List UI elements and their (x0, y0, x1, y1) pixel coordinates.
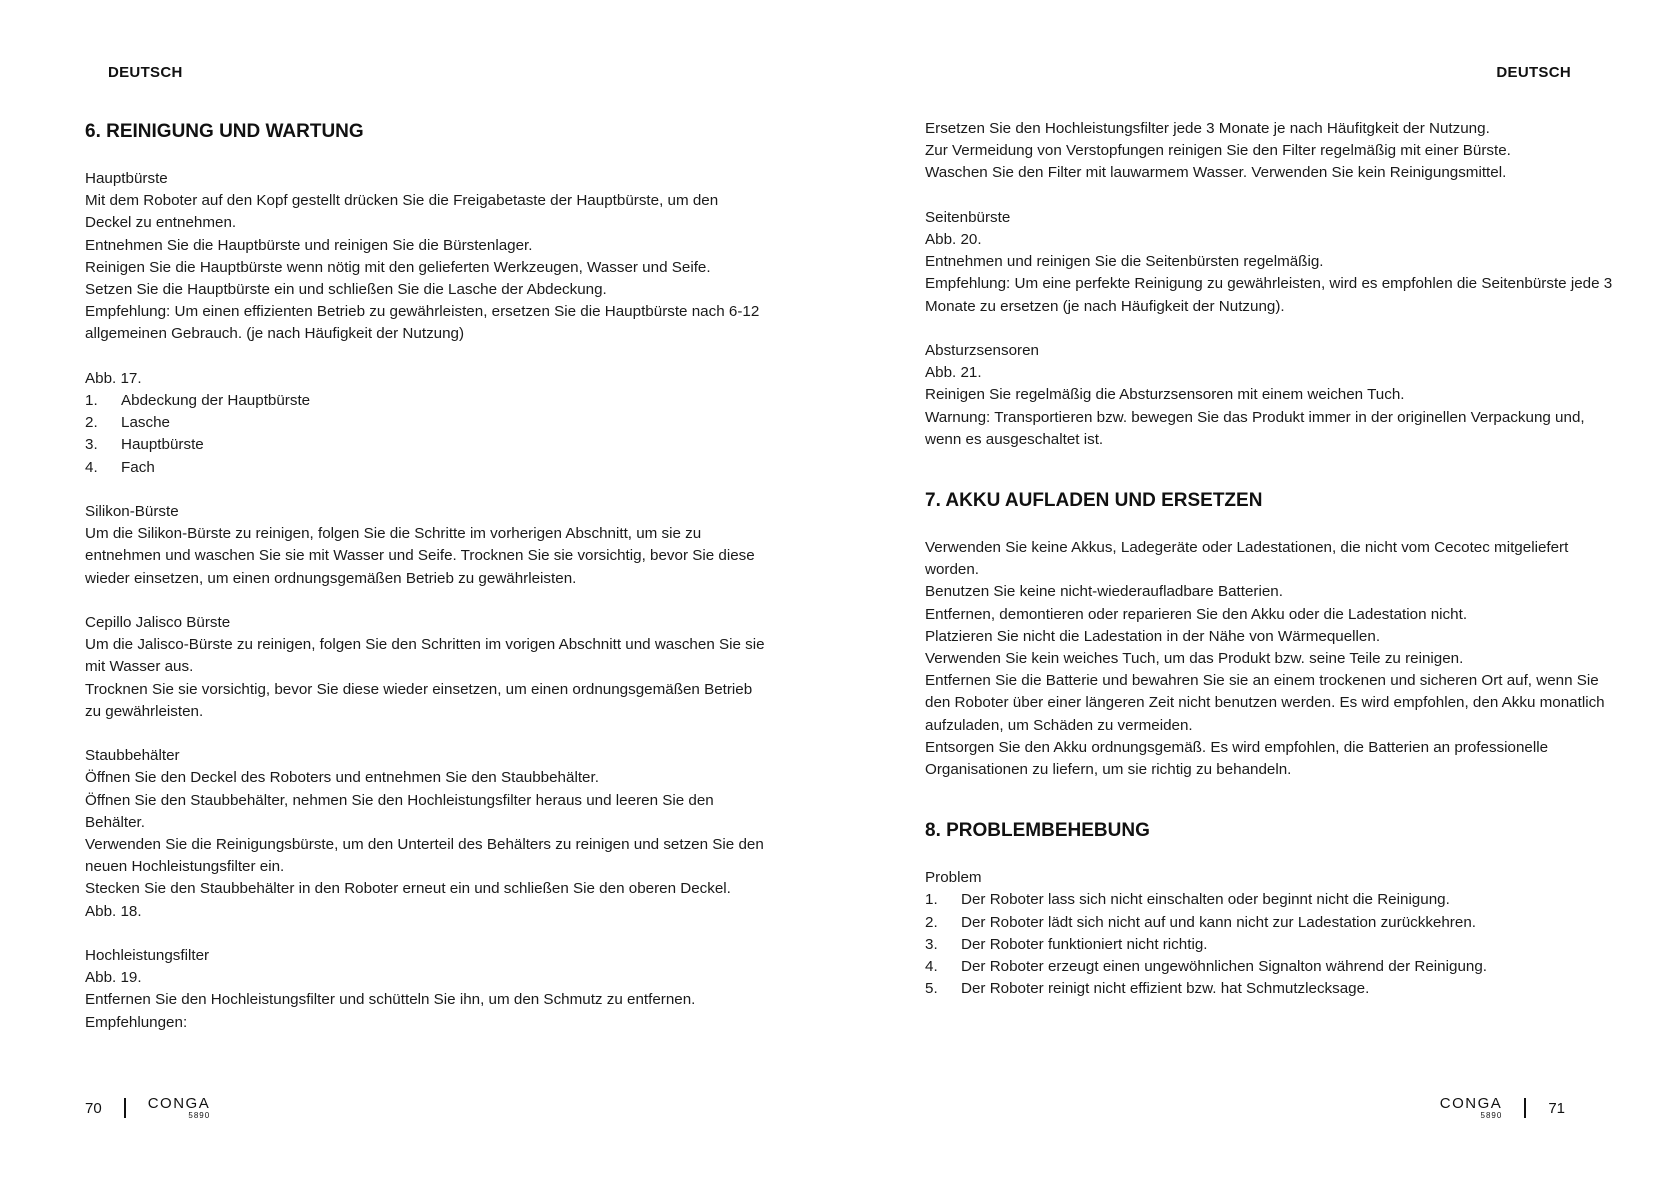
paragraph: Verwenden Sie die Reinigungsbürste, um den Unterteil des Behälters zu reinigen und setzen Sie den neuen Hochleistungsfilter ein. (85, 836, 764, 876)
paragraph: Entfernen Sie den Hochleistungsfilter und schütteln Sie ihn, um den Schmutz zu entfernen. (85, 991, 696, 1009)
paragraph: Entfernen Sie die Batterie und bewahren Sie sie an einem trockenen und sicheren Ort auf, wenn Sie den Roboter über einer längeren Zeit nicht benutzen werden. Es wird empfohlen, den Akku monatlich aufzuladen, um Schäden zu vermeiden. (925, 672, 1605, 734)
figure-label: Abb. 17. (85, 369, 142, 387)
left-page (0, 0, 833, 1191)
language-header: DEUTSCH (108, 64, 183, 81)
paragraph: Empfehlung: Um eine perfekte Reinigung zu gewährleisten, wird es empfohlen die Seitenbürste jede 3 Monate zu ersetzen (je nach Häufigkeit der Nutzung). (925, 275, 1613, 315)
figure-label: Abb. 20. (925, 231, 982, 248)
list-item: 2. Der Roboter lädt sich nicht auf und kann nicht zur Ladestation zurückkehren. (925, 913, 1476, 931)
list-item: 1. Der Roboter lass sich nicht einschalten oder beginnt nicht die Reinigung. (925, 891, 1450, 909)
paragraph: Ersetzen Sie den Hochleistungsfilter jede 3 Monate je nach Häufitgkeit der Nutzung. (925, 120, 1490, 137)
paragraph: Warnung: Transportieren bzw. bewegen Sie das Produkt immer in der originellen Verpackung und, wenn es ausgeschaltet ist. (925, 408, 1585, 448)
figure-label: Abb. 21. (925, 364, 982, 382)
left-column (85, 118, 765, 1034)
paragraph: Empfehlungen: (85, 1013, 188, 1031)
paragraph: Entnehmen und reinigen Sie die Seitenbürsten regelmäßig. (925, 253, 1324, 271)
section-title: 6. REINIGUNG UND WARTUNG (85, 121, 364, 142)
paragraph: Verwenden Sie keine Akkus, Ladegeräte oder Ladestationen, die nicht vom Cecotec mitgeliefert worden. (925, 539, 1569, 579)
page-footer (1440, 1096, 1565, 1120)
footer-divider (124, 1098, 126, 1118)
page-number: 71 (1548, 1099, 1565, 1117)
right-column (925, 118, 1625, 1000)
paragraph: Öffnen Sie den Staubbehälter, nehmen Sie den Hochleistungsfilter heraus und leeren Sie den Behälter. (85, 791, 714, 831)
paragraph: Trocknen Sie sie vorsichtig, bevor Sie diese wieder einsetzen, um einen ordnungsgemäßen Betrieb zu gewährleisten. (85, 680, 753, 720)
paragraph: Stecken Sie den Staubbehälter in den Roboter erneut ein und schließen Sie den oberen Deckel. (85, 880, 731, 898)
list-item: 3. Der Roboter funktioniert nicht richtig. (925, 935, 1208, 953)
page-footer (85, 1096, 210, 1120)
paragraph: Waschen Sie den Filter mit lauwarmem Wasser. Verwenden Sie kein Reinigungsmittel. (925, 164, 1507, 182)
silicone-brush-heading: Silikon-Bürste (85, 503, 179, 521)
paragraph: Entfernen, demontieren oder reparieren Sie den Akku oder die Ladestation nicht. (925, 605, 1468, 623)
main-brush-heading: Hauptbürste (85, 170, 168, 187)
footer-divider (1524, 1098, 1526, 1118)
cliff-sensors-heading: Absturzsensoren (925, 342, 1039, 359)
paragraph: Setzen Sie die Hauptbürste ein und schließen Sie die Lasche der Abdeckung. (85, 281, 607, 299)
list-item: 5. Der Roboter reinigt nicht effizient bzw. hat Schmutzlecksage. (925, 980, 1370, 998)
paragraph: Benutzen Sie keine nicht-wiederaufladbare Batterien. (925, 583, 1283, 601)
conga-logo: CONGA 5890 (1439, 1095, 1503, 1120)
paragraph: Reinigen Sie regelmäßig die Absturzsensoren mit einem weichen Tuch. (925, 386, 1405, 404)
paragraph: Empfehlung: Um einen effizienten Betrieb zu gewährleisten, ersetzen Sie die Hauptbürste nach 6-12 allgemeinen Gebrauch. (je nach Häufigkeit der Nutzung) (85, 303, 760, 343)
paragraph: Verwenden Sie kein weiches Tuch, um das Produkt bzw. seine Teile zu reinigen. (925, 650, 1464, 668)
paragraph: Um die Silikon-Bürste zu reinigen, folgen Sie die Schritte im vorherigen Abschnitt, um sie zu entnehmen und waschen Sie sie mit Wasser und Seife. Trocknen Sie sie vorsichtig, bevor Sie diese wieder einsetzen, um einen ordnungsgemäßen Betrieb zu gewährleisten. (85, 525, 755, 587)
paragraph: Zur Vermeidung von Verstopfungen reinigen Sie den Filter regelmäßig mit einer Bürste. (925, 142, 1511, 160)
side-brush-heading: Seitenbürste (925, 208, 1011, 226)
problem-list (925, 889, 1625, 1000)
language-header: DEUTSCH (1496, 64, 1571, 81)
problem-label: Problem (925, 869, 982, 887)
dust-container-heading: Staubbehälter (85, 747, 180, 765)
paragraph: Um die Jalisco-Bürste zu reinigen, folgen Sie den Schritten im vorigen Abschnitt und waschen Sie sie mit Wasser aus. (85, 636, 765, 676)
list-item: 1. Abdeckung der Hauptbürste (85, 392, 311, 410)
hepa-filter-heading: Hochleistungsfilter (85, 947, 210, 965)
section-title: 8. PROBLEMBEHEBUNG (925, 820, 1150, 842)
paragraph: Reinigen Sie die Hauptbürste wenn nötig mit den gelieferten Werkzeugen, Wasser und Seife. (85, 258, 711, 276)
list-item: 3. Hauptbürste (85, 436, 204, 454)
paragraph: Öffnen Sie den Deckel des Roboters und entnehmen Sie den Staubbehälter. (85, 769, 599, 787)
section-title: 7. AKKU AUFLADEN UND ERSETZEN (925, 490, 1263, 512)
paragraph: Platzieren Sie nicht die Ladestation in der Nähe von Wärmequellen. (925, 627, 1381, 645)
conga-logo: CONGA 5890 (147, 1095, 211, 1120)
list-item: 4. Fach (85, 458, 155, 476)
figure-label: Abb. 18. (85, 902, 142, 920)
list-item: 2. Lasche (85, 414, 170, 432)
page-number: 70 (85, 1099, 102, 1117)
list-item: 4. Der Roboter erzeugt einen ungewöhnlichen Signalton während der Reinigung. (925, 958, 1488, 976)
right-page (833, 0, 1667, 1191)
jalisco-brush-heading: Cepillo Jalisco Bürste (85, 614, 231, 632)
paragraph: Mit dem Roboter auf den Kopf gestellt drücken Sie die Freigabetaste der Hauptbürste, um den Deckel zu entnehmen. (85, 192, 719, 232)
paragraph: Entsorgen Sie den Akku ordnungsgemäß. Es wird empfohlen, die Batterien an professionelle Organisationen zu liefern, um sie richtig zu behandeln. (925, 738, 1549, 779)
figure-17-list (85, 390, 765, 479)
paragraph: Entnehmen Sie die Hauptbürste und reinigen Sie die Bürstenlager. (85, 236, 533, 254)
figure-label: Abb. 19. (85, 969, 142, 987)
